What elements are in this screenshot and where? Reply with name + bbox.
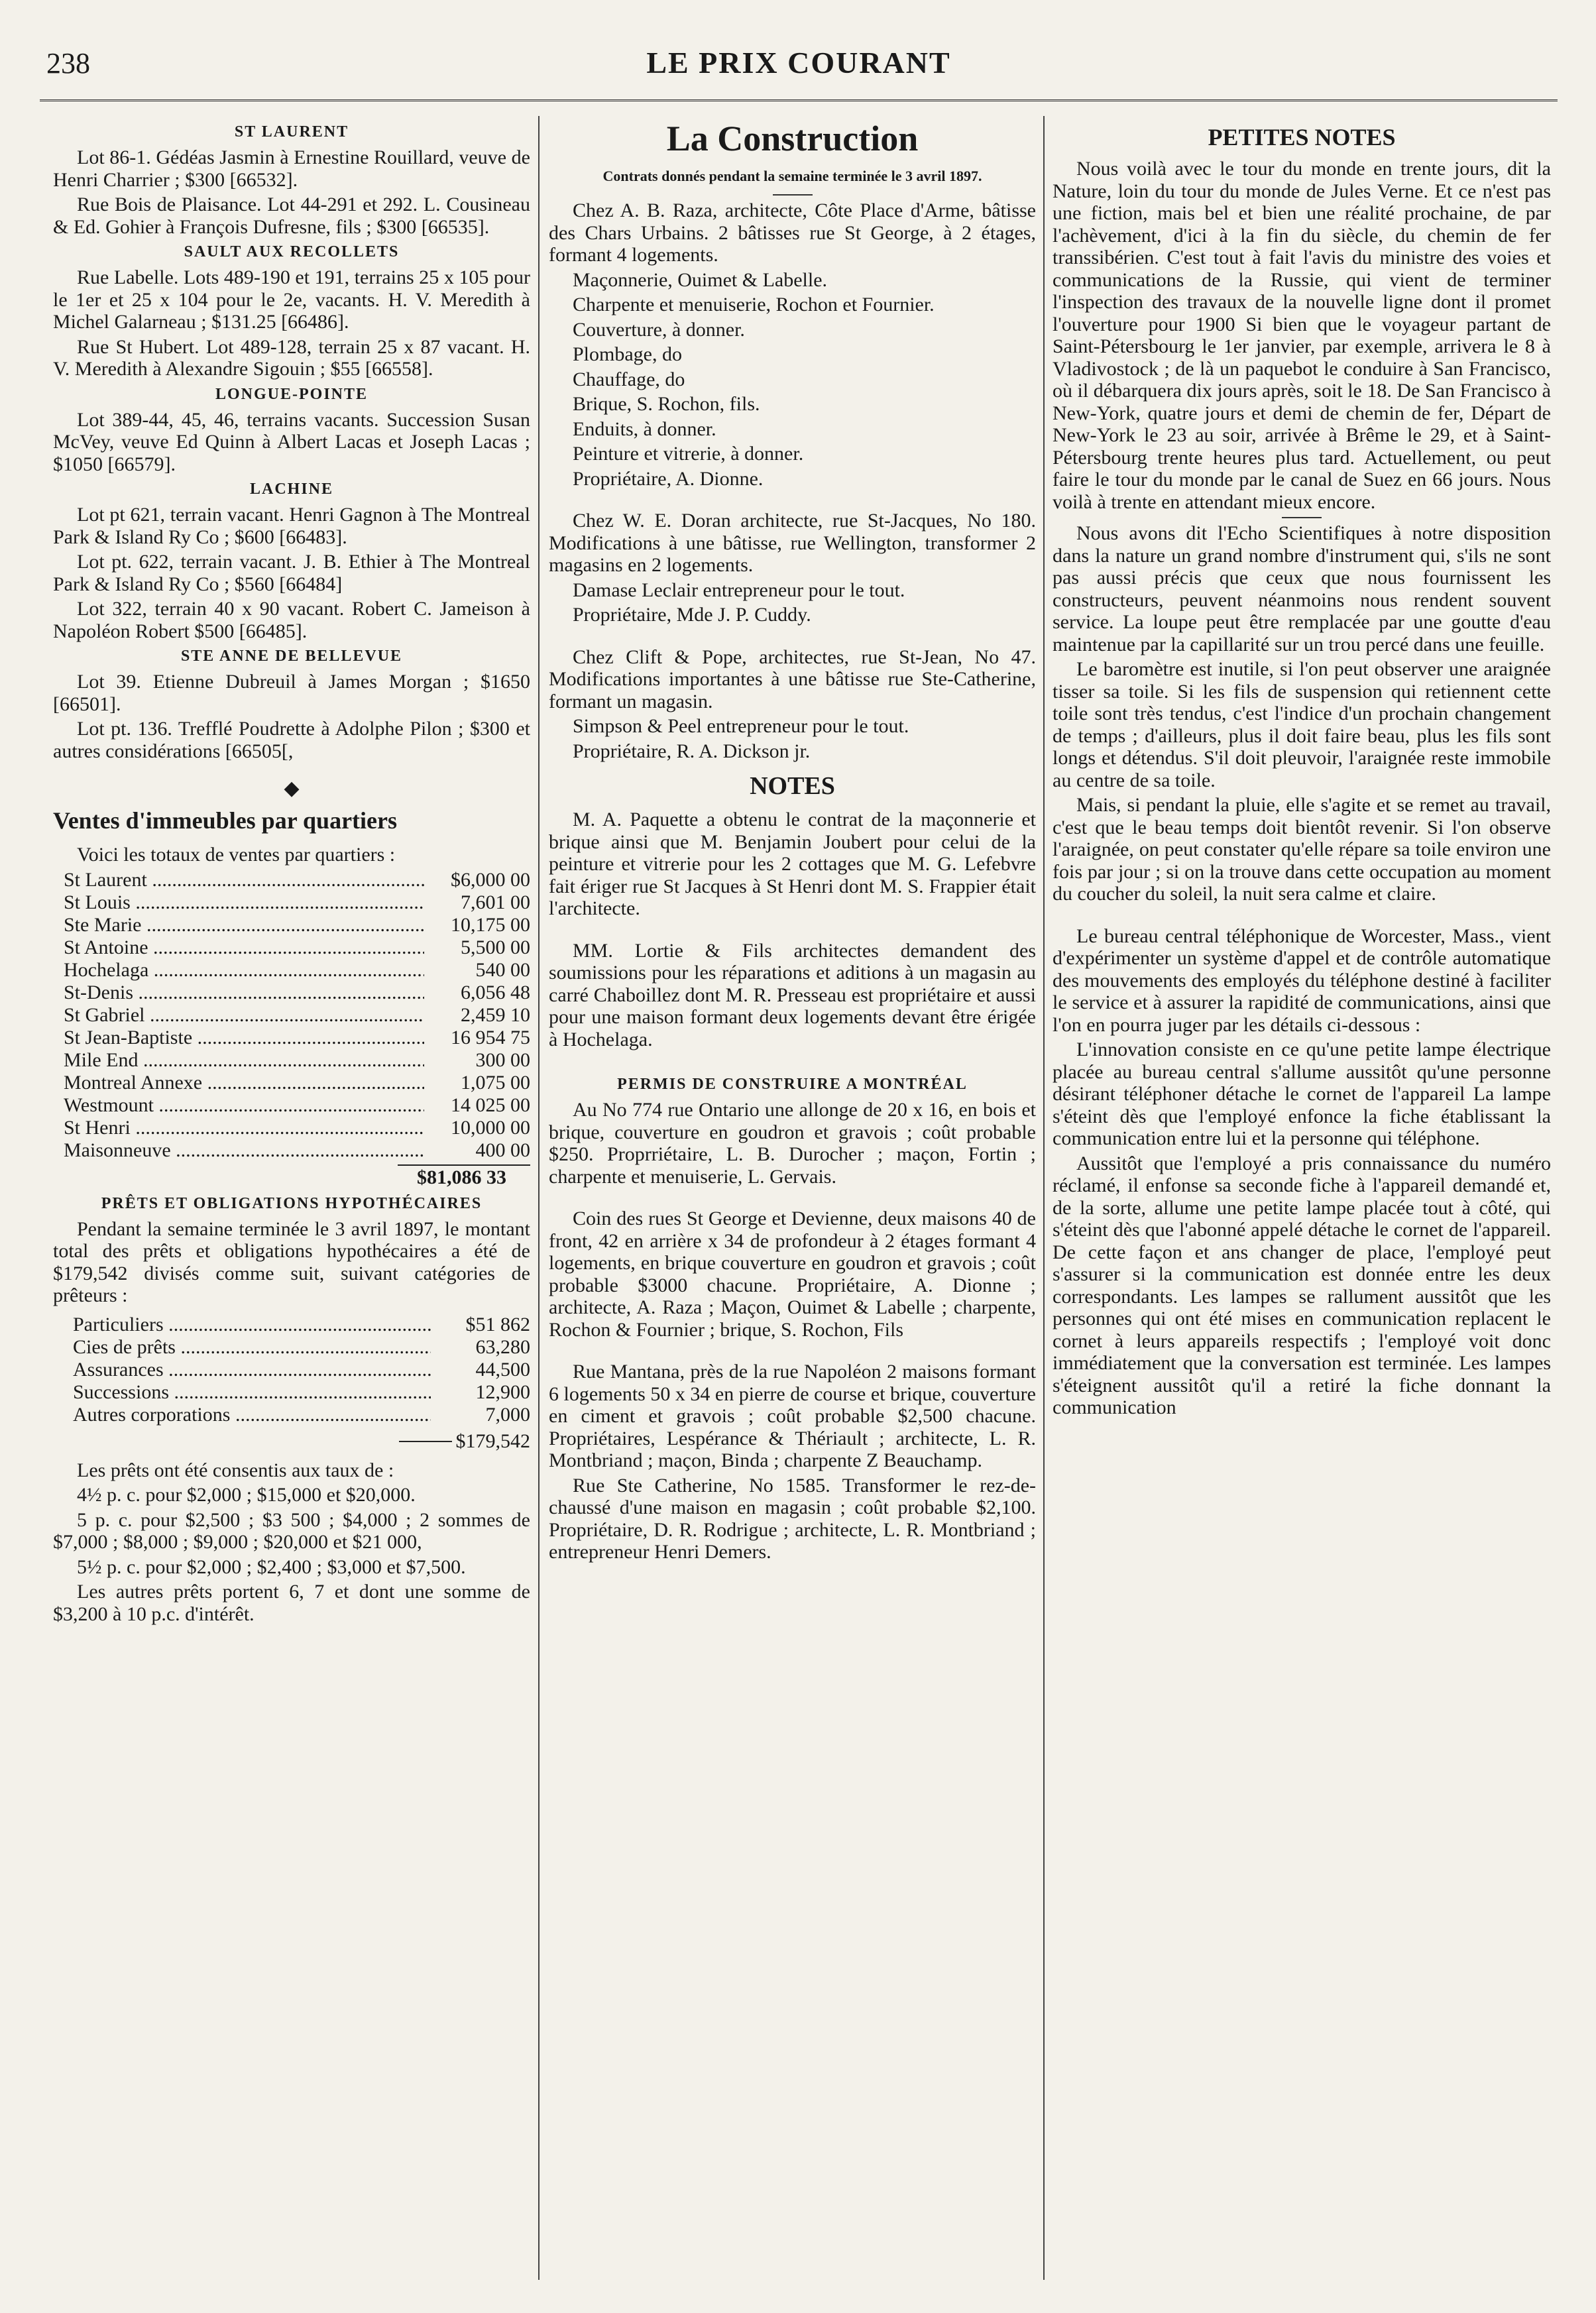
paragraph: Maçonnerie, Ouimet & Labelle. (573, 268, 828, 291)
preteurs-table (73, 1314, 530, 1426)
paragraph: Lot pt. 622, terrain vacant. J. B. Ethier à The Montreal Park & Island Ry Co ; $560 [66484] (53, 551, 530, 595)
quartier-row-label: Westmount ..... (64, 1094, 424, 1117)
preteur-row (73, 1404, 530, 1426)
quartier-row-label: St Antoine ..... (64, 936, 424, 959)
preteur-row (73, 1314, 530, 1336)
quartier-row-label: Maisonneuve ..... (64, 1139, 424, 1162)
paragraph: Couverture, à donner. (573, 318, 745, 341)
paragraph: Le baromètre est inutile, si l'on peut observer une araignée tisser sa toile. Si les fils de suspension qui retiennent cette toile sont très tendus, c'est l'indice d'un prochain changement de temps ; d'ailleurs, plus il doit faire beau, plus les fils sont longs et détendus. S'il doit pleuvoir, l'araignée reste immobile au centre de sa toile. (1053, 658, 1551, 791)
page-header (40, 40, 1558, 93)
section-heading: STE ANNE DE BELLEVUE (180, 648, 403, 665)
paragraph: Propriétaire, R. A. Dickson jr. (573, 740, 811, 762)
divider (1282, 517, 1322, 518)
quartier-row-label: Mile End ..... (64, 1049, 424, 1072)
quartier-row (64, 1139, 530, 1162)
paragraph: Brique, S. Rochon, fils. (573, 393, 760, 415)
quartier-row-value: $6,000 00 (451, 868, 530, 891)
paragraph: Propriétaire, Mde J. P. Cuddy. (573, 604, 811, 626)
quartier-row-value: 6,056 48 (461, 981, 530, 1003)
paragraph: Nous avons dit l'Echo Scientifiques à notre disposition dans la nature un grand nombre d'instrument qui, s'ils ne sont pas aussi précis que ceux que nous fournissent les constructeurs, peuvent néanmoins nous rendent souvent service. La loupe peut être remplacée par une goutte d'eau maintenue par la capillarité sur un trou percé dans une feuille. (1053, 522, 1551, 655)
section-heading: PETITES NOTES (1208, 124, 1396, 150)
paragraph: Simpson & Peel entrepreneur pour le tout. (573, 715, 909, 737)
quartier-row (64, 891, 530, 914)
section-heading: NOTES (750, 772, 835, 800)
running-title: LE PRIX COURANT (646, 46, 951, 80)
column-middle (549, 118, 1036, 2286)
paragraph: M. A. Paquette a obtenu le contrat de la maçonnerie et brique ainsi que M. Benjamin Joubert pour celui de la peinture et vitrerie pour les 2 cottages que M. G. Lefebvre fait ériger rue St Jacques à St Henri dont M. S. Frappier était l'architecte. (549, 809, 1036, 919)
quartier-row-label: St-Denis ..... (64, 982, 424, 1004)
quartier-row (64, 1094, 530, 1117)
preteur-row (73, 1359, 530, 1381)
paragraph: Rue St Hubert. Lot 489-128, terrain 25 x 87 vacant. H. V. Meredith à Alexandre Sigouin ; $55 [66558]. (53, 335, 530, 380)
section-heading: La Construction (666, 119, 919, 158)
paragraph: Chez W. E. Doran architecte, rue St-Jacques, No 180. Modifications à une bâtisse, rue Wellington, transformer 2 magasins en 2 logements. (549, 510, 1036, 576)
quartier-row-label: St Laurent ..... (64, 869, 424, 891)
quartier-row (64, 936, 530, 959)
quartier-row-value: 7,601 00 (461, 891, 530, 913)
quartier-row (64, 982, 530, 1004)
quartier-row-label: St Louis ..... (64, 891, 424, 914)
quartier-row-label: Ste Marie ..... (64, 914, 424, 936)
paragraph: Lot 86-1. Gédéas Jasmin à Ernestine Rouillard, veuve de Henri Charrier ; $300 [66532]. (53, 146, 530, 191)
quartier-row (64, 1117, 530, 1139)
paragraph: 4½ p. c. pour $2,000 ; $15,000 et $20,000. (77, 1484, 416, 1506)
preteur-row-label: Cies de prêts ..... (73, 1336, 431, 1359)
paragraph: Plombage, do (573, 343, 682, 365)
section-heading: Ventes d'immeubles par quartiers (53, 807, 398, 834)
paragraph: Mais, si pendant la pluie, elle s'agite et se remet au travail, c'est que le beau temps doit bientôt revenir. Si l'on observe l'araignée, on peut constater qu'elle répare sa toile environ une fois par jour ; si on la trouve dans cette occupation au moment du coucher du soleil, la nuit sera calme et claire. (1053, 794, 1551, 905)
quartier-row-value: 1,075 00 (461, 1071, 530, 1094)
paragraph: Voici les totaux de ventes par quartiers : (77, 844, 396, 866)
paragraph: Chez Clift & Pope, architectes, rue St-Jean, No 47. Modifications importantes à une bâtisse rue Ste-Catherine, formant un magasin. (549, 646, 1036, 712)
paragraph: Enduits, à donner. (573, 418, 716, 440)
quartier-row-label: Hochelaga ..... (64, 959, 424, 982)
paragraph: Lot 39. Etienne Dubreuil à James Morgan ; $1650 [66501]. (53, 671, 530, 715)
section-heading: LONGUE-POINTE (215, 385, 369, 403)
quartier-row (64, 1004, 530, 1027)
page-number: 238 (46, 47, 90, 80)
total-rule (399, 1441, 452, 1442)
column-divider (1043, 116, 1045, 2280)
paragraph: Rue Bois de Plaisance. Lot 44-291 et 292. L. Cousineau & Ed. Gohier à François Dufresne, fils ; $300 [66535]. (53, 194, 530, 238)
preteur-row-label: Particuliers ..... (73, 1314, 431, 1336)
paragraph: Chauffage, do (573, 368, 685, 390)
paragraph: 5½ p. c. pour $2,000 ; $2,400 ; $3,000 et $7,500. (77, 1555, 466, 1578)
paragraph: Les prêts ont été consentis aux taux de : (77, 1459, 394, 1481)
paragraph: Pendant la semaine terminée le 3 avril 1897, le montant total des prêts et obligations hypothécaires a été de $179,542 divisés comme suit, suivant catégories de prêteurs : (53, 1217, 530, 1306)
paragraph: Nous voilà avec le tour du monde en trente jours, dit la Nature, loin du tour du monde de Jules Verne. Et ce n'est pas une fiction, mais bel et bien une réalité prochaine, de par l'achèvement, d'ici à la fin du siècle, du chemin de fer transsibérien. C'est tout à fait l'avis du ministre des voies et communications de la Russie, qui vient de terminer l'inspection des travaux de la nouvelle ligne dont il promet l'ouverture pour 1900 Si bien que le voyageur partant de Saint-Pétersbourg le 1er janvier, par exemple, arrivera le 8 à Vladivostock ; de là un paquebot le conduire à San Francisco, où il débarquera dix jours après, soit le 18. De San Francisco à New-York, quatre jours et demi de chemin de fer, Départ de New-York le 23 au soir, arrivée à Brême le 29, et à Saint-Pétersbourg trente heures plus tard. Actuellement, ou peut faire le tour du monde par le canal de Suez en 66 jours. Nous voilà à trente en attendant mieux encore. (1053, 158, 1551, 513)
paragraph: MM. Lortie & Fils architectes demandent des soumissions pour les réparations et aditions à un magasin au carré Chaboillez dont M. R. Presseau est propriétaire et aussi pour une maison formant deux logements devant être érigée à Hochelaga. (549, 939, 1036, 1050)
quartier-row (64, 914, 530, 936)
paragraph: Aussitôt que l'employé a pris connaissance du numéro réclamé, il enfonse sa seconde fiche à l'appareil demandé et, de la sorte, allume une petite lampe placée tout à côté, qui s'éteint dès que l'abonné appelé détache le cornet de l'appareil. De cette façon et ans changer de place, l'employé peut s'assurer si la communication est donnée entre les deux correspondants. Les lampes se rallument aussitôt que les personnes qui ont été mises en communication replacent le cornet à leurs appareils respectifs ; l'employé voit donc immédiatement que la conversation est terminée. Les lampes s'éteignent aussitôt qu'il a retiré la fiche donnant la communication (1053, 1152, 1551, 1418)
paragraph: Rue Labelle. Lots 489-190 et 191, terrains 25 x 105 pour le 1er et 25 x 104 pour le 2e, vacants. H. V. Meredith à Michel Galarneau ; $131.25 [66486]. (53, 266, 530, 333)
paragraph: Chez A. B. Raza, architecte, Côte Place d'Arme, bâtisse des Chars Urbains. 2 bâtisses rue St George, à 2 étages, formant 4 logements. (549, 199, 1036, 266)
section-heading: PERMIS DE CONSTRUIRE A MONTRÉAL (617, 1076, 968, 1093)
paragraph: Lot 322, terrain 40 x 90 vacant. Robert C. Jameison à Napoléon Robert $500 [66485]. (53, 598, 530, 642)
section-heading: ST LAURENT (234, 123, 349, 141)
preteur-row-value: 63,280 (475, 1335, 530, 1358)
quartier-row-value: 5,500 00 (461, 936, 530, 958)
quartier-row-label: Montreal Annexe ..... (64, 1072, 424, 1094)
paragraph: Lot pt. 136. Trefflé Poudrette à Adolphe Pilon ; $300 et autres considérations [66505[, (53, 718, 530, 762)
quartier-row-value: 14 025 00 (451, 1094, 530, 1116)
ornament-icon: ◆ (284, 777, 300, 799)
section-heading: SAULT AUX RECOLLETS (184, 243, 400, 260)
preteur-row-label: Assurances ..... (73, 1359, 431, 1381)
quartier-row-value: 300 00 (475, 1048, 530, 1071)
preteur-row-label: Autres corporations ..... (73, 1404, 431, 1426)
paragraph: Au No 774 rue Ontario une allonge de 20 x 16, en bois et brique, couverture en goudron et gravois ; coût probable $250. Proprriétaire, L. B. Durocher ; maçon, Fortin ; charpente et menuiserie, L. Gervais. (549, 1099, 1036, 1188)
header-rule (40, 99, 1558, 101)
quartier-row (64, 869, 530, 891)
preteurs-total-row (53, 1430, 530, 1453)
paragraph: Rue Ste Catherine, No 1585. Transformer le rez-de-chaussé d'une maison en magasin ; coût probable $2,100. Propriétaire, D. R. Rodrigue ; architecte, L. R. Montbriand ; entrepreneur Henri Demers. (549, 1474, 1036, 1563)
divider (773, 194, 813, 196)
column-divider (538, 116, 540, 2280)
quartiers-table (64, 869, 530, 1162)
quartier-row-label: St Jean-Baptiste ..... (64, 1027, 424, 1049)
quartier-row (64, 959, 530, 982)
preteur-row-value: 7,000 (485, 1403, 530, 1426)
paragraph: Charpente et menuiserie, Rochon et Fournier. (573, 294, 935, 315)
quartier-row-value: 400 00 (475, 1139, 530, 1161)
quartier-row-value: 16 954 75 (451, 1026, 530, 1048)
column-left (53, 118, 530, 2286)
preteur-row (73, 1336, 530, 1359)
quartier-row-label: St Henri ..... (64, 1117, 424, 1139)
quartier-row-value: 2,459 10 (461, 1003, 530, 1026)
preteur-row-value: 12,900 (475, 1381, 530, 1403)
quartier-row (64, 1027, 530, 1049)
quartiers-total: $81,086 33 (417, 1166, 506, 1188)
quartier-row (64, 1072, 530, 1094)
paragraph: Rue Mantana, près de la rue Napoléon 2 maisons formant 6 logements 50 x 34 en pierre de course et brique, couverture en ciment et gravois ; coût probable $2,500 chacune. Propriétaires, Lespérance & Thériault ; architecte, L. R. Montbriand ; maçon, Binda ; charpente Z Beauchamp. (549, 1361, 1036, 1471)
preteur-row-value: 44,500 (475, 1358, 530, 1381)
preteur-row-label: Successions ..... (73, 1381, 431, 1404)
paragraph: Damase Leclair entrepreneur pour le tout. (573, 579, 905, 601)
subheading: Contrats donnés pendant la semaine terminée le 3 avril 1897. (602, 168, 982, 184)
preteurs-total: $179,542 (455, 1430, 530, 1452)
paragraph: 5 p. c. pour $2,500 ; $3 500 ; $4,000 ; 2 sommes de $7,000 ; $8,000 ; $9,000 ; $20,000 et $21 000, (53, 1508, 530, 1553)
quartier-row-value: 540 00 (475, 958, 530, 981)
paragraph: Propriétaire, A. Dionne. (573, 467, 764, 490)
paragraph: Coin des rues St George et Devienne, deux maisons 40 de front, 42 en arrière x 34 de profondeur à 2 étages formant 4 logements, en brique couverture en goudron et gravois ; coût probable $3000 chacune. Propriétaire, A. Dionne ; architecte, A. Raza ; Maçon, Ouimet & Labelle ; charpente, Rochon & Fournier ; brique, S. Rochon, Fils (549, 1208, 1036, 1341)
quartier-row-value: 10,175 00 (451, 913, 530, 936)
paragraph: Peinture et vitrerie, à donner. (573, 443, 804, 465)
quartier-row-label: St Gabriel ..... (64, 1004, 424, 1027)
section-heading: PRÊTS ET OBLIGATIONS HYPOTHÉCAIRES (101, 1194, 483, 1212)
quartier-row (64, 1049, 530, 1072)
paragraph: Lot pt 621, terrain vacant. Henri Gagnon à The Montreal Park & Island Ry Co ; $600 [66483]. (53, 504, 530, 548)
section-heading: LACHINE (249, 480, 334, 498)
preteur-row (73, 1381, 530, 1404)
quartier-row-value: 10,000 00 (451, 1116, 530, 1139)
paragraph: Le bureau central téléphonique de Worcester, Mass., vient d'expérimenter un système d'appel et de contrôle automatique des mouvements des employés du téléphone destiné à faciliter le service et à assurer la rapidité de communications, ainsi que l'on en pourra juger par les détails ci-dessous : (1053, 925, 1551, 1036)
paragraph: L'innovation consiste en ce qu'une petite lampe électrique placée au bureau central s'allume aussitôt qu'une personne désirant téléphoner détache le cornet de l'appareil La lampe s'éteint dès que l'employé enfonce la fiche établissant la communication entre lui et la personne qui téléphone. (1053, 1039, 1551, 1149)
column-right (1053, 118, 1551, 2286)
paragraph: Les autres prêts portent 6, 7 et dont une somme de $3,200 à 10 p.c. d'intérêt. (53, 1581, 530, 1625)
preteur-row-value: $51 862 (465, 1313, 530, 1335)
paragraph: Lot 389-44, 45, 46, terrains vacants. Succession Susan McVey, veuve Ed Quinn à Albert Lacas et Joseph Lacas ; $1050 [66579]. (53, 408, 530, 475)
